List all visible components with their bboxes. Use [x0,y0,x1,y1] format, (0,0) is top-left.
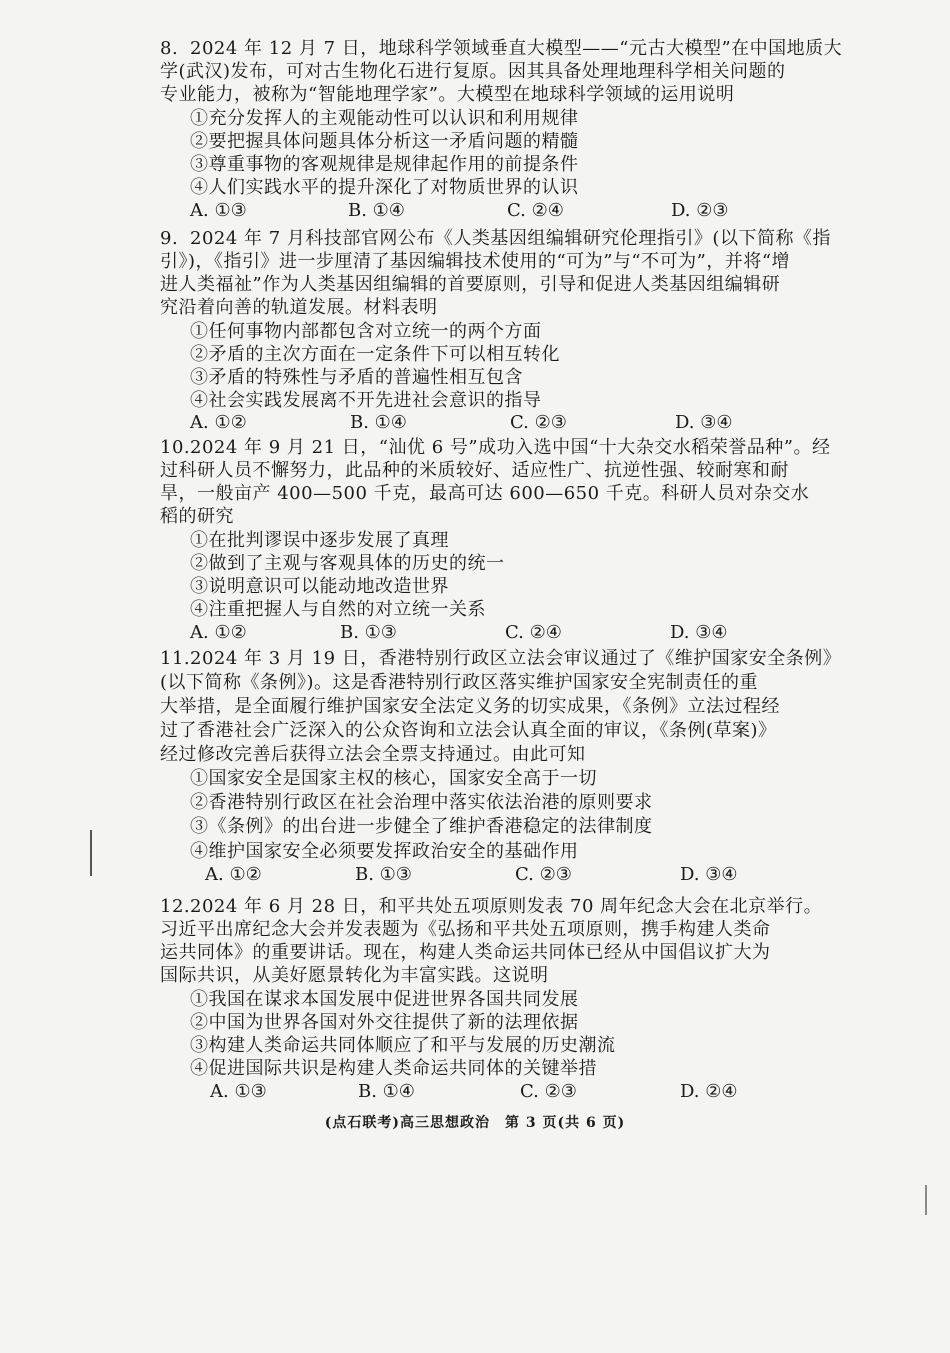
choice-c: C. ②④ [505,622,562,643]
page-footer: (点石联考)高三思想政治 第 3 页(共 6 页) [324,1115,626,1131]
question-text-line: 过科研人员不懈努力，此品种的米质较好、适应性广、抗逆性强、较耐寒和耐 [160,460,789,481]
statement-option: ④维护国家安全必须要发挥政治安全的基础作用 [190,841,579,862]
choice-a: A. ①③ [210,1081,267,1102]
question-text-line: 过了香港社会广泛深入的公众咨询和立法会认真全面的审议，《条例(草案)》 [160,720,777,741]
answer-choices [190,1081,810,1103]
question-text-line: 大举措，是全面履行维护国家安全法定义务的切实成果，《条例》立法过程经 [160,696,780,717]
question-number: 8. [160,38,179,59]
question-text-line: 2024 年 12 月 7 日，地球科学领域垂直大模型——“元古大模型”在中国地质大 [190,38,843,59]
scan-mark [90,830,92,876]
question-text-line: 2024 年 3 月 19 日，香港特别行政区立法会审议通过了《维护国家安全条例》 [190,648,842,669]
statement-option: ③构建人类命运共同体顺应了和平与发展的历史潮流 [190,1035,616,1056]
statement-option: ④促进国际共识是构建人类命运共同体的关键举措 [190,1058,597,1079]
question-text-line: 引》)，《指引》进一步厘清了基因编辑技术使用的“可为”与“不可为”，并将“增 [160,251,791,272]
choice-c: C. ②③ [515,864,572,885]
choice-a: A. ①② [205,864,262,885]
answer-choices [190,200,810,222]
question-text-line: 究沿着向善的轨道发展。材料表明 [160,297,438,318]
statement-option: ④人们实践水平的提升深化了对物质世界的认识 [190,177,579,198]
choice-a: A. ①② [190,622,247,643]
choice-a: A. ①③ [190,200,247,221]
choice-c: C. ②③ [510,412,567,433]
question-text-line: 习近平出席纪念大会并发表题为《弘扬和平共处五项原则，携手构建人类命 [160,919,771,940]
question-number: 9. [160,228,179,249]
statement-option: ④注重把握人与自然的对立统一关系 [190,599,486,620]
choice-d: D. ③④ [680,864,738,885]
statement-option: ①在批判谬误中逐步发展了真理 [190,530,449,551]
question-text-line: 2024 年 9 月 21 日，“汕优 6 号”成功入选中国“十大杂交水稻荣誉品种”。经 [190,437,831,458]
question-text-line: 专业能力，被称为“智能地理学家”。大模型在地球科学领域的运用说明 [160,84,735,105]
statement-option: ④社会实践发展离不开先进社会意识的指导 [190,390,542,411]
question-text-line: 经过修改完善后获得立法会全票支持通过。由此可知 [160,744,586,765]
statement-option: ③尊重事物的客观规律是规律起作用的前提条件 [190,154,579,175]
question-number: 10. [160,437,191,458]
statement-option: ③《条例》的出台进一步健全了维护香港稳定的法律制度 [190,816,653,837]
scan-mark [925,1185,927,1215]
statement-option: ②做到了主观与客观具体的历史的统一 [190,553,505,574]
choice-a: A. ①② [190,412,247,433]
answer-choices [190,622,810,644]
choice-b: B. ①④ [348,200,405,221]
statement-option: ①我国在谋求本国发展中促进世界各国共同发展 [190,989,579,1010]
question-text-line: 2024 年 7 月科技部官网公布《人类基因组编辑研究伦理指引》(以下简称《指 [190,228,831,249]
statement-option: ①任何事物内部都包含对立统一的两个方面 [190,321,542,342]
question-text-line: 学(武汉)发布，可对古生物化石进行复原。因其具备处理地理科学相关问题的 [160,61,786,82]
choice-c: C. ②③ [520,1081,577,1102]
question-number: 12. [160,896,191,917]
question-text-line: (以下简称《条例》)。这是香港特别行政区落实维护国家安全宪制责任的重 [160,672,759,693]
choice-b: B. ①③ [355,864,412,885]
statement-option: ②香港特别行政区在社会治理中落实依法治港的原则要求 [190,792,653,813]
statement-option: ①充分发挥人的主观能动性可以认识和利用规律 [190,108,579,129]
statement-option: ③说明意识可以能动地改造世界 [190,576,449,597]
question-number: 11. [160,648,191,669]
choice-b: B. ①④ [358,1081,415,1102]
statement-option: ②要把握具体问题具体分析这一矛盾问题的精髓 [190,131,579,152]
statement-option: ③矛盾的特殊性与矛盾的普遍性相互包含 [190,367,523,388]
statement-option: ②中国为世界各国对外交往提供了新的法理依据 [190,1012,579,1033]
question-text-line: 旱，一般亩产 400—500 千克，最高可达 600—650 千克。科研人员对杂交水 [160,483,810,504]
choice-d: D. ③④ [675,412,733,433]
choice-b: B. ①④ [350,412,407,433]
choice-d: D. ②④ [680,1081,738,1102]
answer-choices [190,864,810,886]
choice-d: D. ②③ [671,200,729,221]
statement-option: ①国家安全是国家主权的核心，国家安全高于一切 [190,768,597,789]
question-text-line: 进人类福祉”作为人类基因组编辑的首要原则，引导和促进人类基因组编辑研 [160,274,781,295]
question-text-line: 2024 年 6 月 28 日，和平共处五项原则发表 70 周年纪念大会在北京举行。 [190,896,823,917]
question-text-line: 国际共识，从美好愿景转化为丰富实践。这说明 [160,965,549,986]
question-text-line: 稻的研究 [160,506,234,527]
question-text-line: 运共同体》的重要讲话。现在，构建人类命运共同体已经从中国倡议扩大为 [160,942,771,963]
choice-c: C. ②④ [507,200,564,221]
statement-option: ②矛盾的主次方面在一定条件下可以相互转化 [190,344,560,365]
choice-d: D. ③④ [670,622,728,643]
choice-b: B. ①③ [340,622,397,643]
answer-choices [190,412,810,434]
